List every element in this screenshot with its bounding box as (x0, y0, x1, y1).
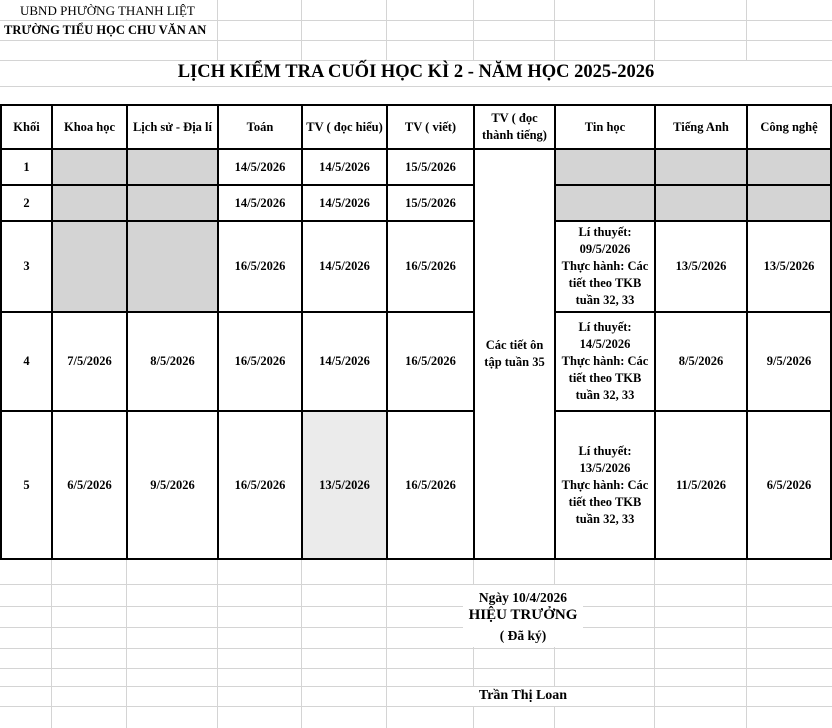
cell-tin-hoc (555, 221, 655, 312)
header-row (1, 105, 831, 149)
header-khoa-hoc: Khoa học (52, 105, 127, 149)
cell-lich-su (127, 185, 218, 221)
cell-tieng-anh: 8/5/2026 (655, 312, 747, 411)
cell-cong-nghe: 9/5/2026 (747, 312, 831, 411)
cell-lich-su: 8/5/2026 (127, 312, 218, 411)
header-cong-nghe: Công nghệ (747, 105, 831, 149)
table-row (1, 221, 831, 312)
org-name: UBND PHƯỜNG THANH LIỆT (20, 3, 195, 18)
table-row (1, 411, 831, 559)
cell-lich-su: 9/5/2026 (127, 411, 218, 559)
tin-hoc-line: tuần 32, 33 (575, 511, 635, 526)
cell-tv-doc-hieu: 14/5/2026 (302, 185, 387, 221)
cell-tv-viet: 16/5/2026 (387, 411, 474, 559)
cell-tv-viet: 16/5/2026 (387, 312, 474, 411)
cell-khoa-hoc (52, 185, 127, 221)
cell-tv-doc-hieu: 14/5/2026 (302, 221, 387, 312)
tin-hoc-line: tiết theo TKB (568, 494, 642, 509)
cell-tieng-anh: 13/5/2026 (655, 221, 747, 312)
cell-tv-doc-hieu: 14/5/2026 (302, 312, 387, 411)
tin-hoc-line: tuần 32, 33 (575, 293, 635, 307)
cell-cong-nghe: 13/5/2026 (747, 221, 831, 312)
school-name: TRƯỜNG TIỂU HỌC CHU VĂN AN (4, 23, 207, 37)
cell-toan: 16/5/2026 (218, 411, 302, 559)
header-tv-doc-hieu: TV ( đọc hiểu) (302, 105, 387, 149)
tin-hoc-line: 09/5/2026 (579, 242, 631, 256)
cell-tv-doc-hieu: 14/5/2026 (302, 149, 387, 185)
tin-hoc-line: 14/5/2026 (579, 337, 631, 351)
cell-toan: 14/5/2026 (218, 185, 302, 221)
cell-cong-nghe (747, 185, 831, 221)
cell-tieng-anh (655, 149, 747, 185)
cell-khoi: 3 (1, 221, 52, 312)
cell-toan: 16/5/2026 (218, 312, 302, 411)
cell-lich-su (127, 149, 218, 185)
cell-tv-doc-thanh-tieng-merged (474, 149, 555, 559)
header-tv-doc-thanh-tieng-line2: thành tiếng) (482, 128, 547, 142)
tin-hoc-line: Thực hành: Các (561, 477, 649, 492)
table-row (1, 312, 831, 411)
cell-tin-hoc (555, 411, 655, 559)
header-toan: Toán (218, 105, 302, 149)
header-tv-viet: TV ( viết) (387, 105, 474, 149)
cell-toan: 14/5/2026 (218, 149, 302, 185)
cell-khoa-hoc (52, 221, 127, 312)
table-row (1, 185, 831, 221)
tin-hoc-line: Lí thuyết: (578, 225, 632, 239)
cell-khoi: 5 (1, 411, 52, 559)
header-tieng-anh: Tiếng Anh (655, 105, 747, 149)
tin-hoc-line: tiết theo TKB (568, 371, 642, 385)
cell-tin-hoc (555, 185, 655, 221)
signature-date: Ngày 10/4/2026 (478, 590, 568, 605)
table-row (1, 149, 831, 185)
cell-tieng-anh (655, 185, 747, 221)
header-lich-su-dia-li: Lịch sử - Địa lí (127, 105, 218, 149)
tin-hoc-line: Lí thuyết: (578, 320, 632, 334)
cell-khoi: 2 (1, 185, 52, 221)
header-tin-hoc: Tin học (555, 105, 655, 149)
cell-lich-su (127, 221, 218, 312)
tin-hoc-line: Thực hành: Các (561, 354, 649, 368)
cell-tv-viet: 15/5/2026 (387, 149, 474, 185)
cell-tv-doc-hieu: 13/5/2026 (302, 411, 387, 559)
cell-tin-hoc (555, 312, 655, 411)
header-tv-doc-thanh-tieng (474, 105, 555, 149)
cell-khoa-hoc: 6/5/2026 (52, 411, 127, 559)
cell-khoi: 1 (1, 149, 52, 185)
cell-cong-nghe (747, 149, 831, 185)
page-title: LỊCH KIỂM TRA CUỐI HỌC KÌ 2 - NĂM HỌC 2025-2026 (177, 62, 655, 82)
tin-hoc-line: Lí thuyết: (578, 443, 632, 458)
cell-khoi: 4 (1, 312, 52, 411)
tin-hoc-line: tiết theo TKB (568, 276, 642, 290)
signature-signed: ( Đã ký) (499, 628, 547, 643)
cell-tieng-anh: 11/5/2026 (655, 411, 747, 559)
signature-name: Trần Thị Loan (478, 688, 568, 703)
tv-doc-thanh-tieng-line1: Các tiết ôn (485, 338, 544, 352)
cell-toan: 16/5/2026 (218, 221, 302, 312)
cell-tv-viet: 15/5/2026 (387, 185, 474, 221)
tin-hoc-line: 13/5/2026 (579, 460, 631, 475)
header-tv-doc-thanh-tieng-line1: TV ( đọc (491, 111, 538, 125)
header-khoi: Khối (1, 105, 52, 149)
tin-hoc-line: Thực hành: Các (561, 259, 649, 273)
signature-position: HIỆU TRƯỞNG (468, 607, 578, 623)
cell-khoa-hoc (52, 149, 127, 185)
cell-tin-hoc (555, 149, 655, 185)
cell-cong-nghe: 6/5/2026 (747, 411, 831, 559)
tin-hoc-line: tuần 32, 33 (575, 388, 635, 402)
tv-doc-thanh-tieng-line2: tập tuần 35 (484, 355, 545, 369)
schedule-table (0, 104, 832, 560)
cell-khoa-hoc: 7/5/2026 (52, 312, 127, 411)
cell-tv-viet: 16/5/2026 (387, 221, 474, 312)
